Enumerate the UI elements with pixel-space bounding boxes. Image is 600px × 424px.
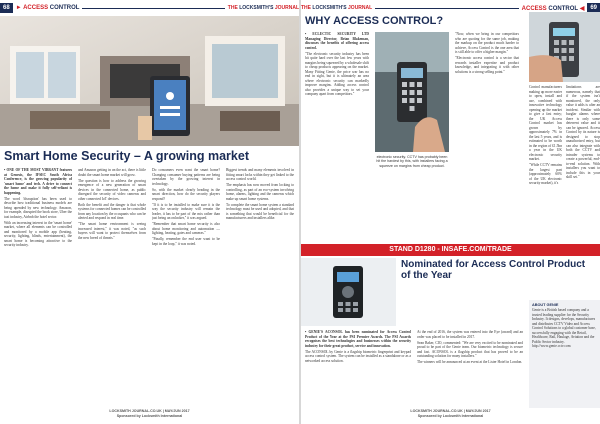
paragraph: Both the benefit and the danger is that whole systems for connected homes can be controlled from any location by the occupants who can be alerted and respond in real time. [78,202,146,220]
left-col-1 [4,168,72,406]
left-article-body [4,168,295,406]
right-top-body [305,32,525,237]
right-col-3 [455,32,519,237]
left-col-4 [226,168,294,406]
genie-headline: Nominated for Access Control Product of the Year [401,259,586,281]
paragraph: The emphasis has now moved from locking to controlling, as part of an eco-system involving home, alarms, lighting and the cameras which make up smart home systems. [226,183,294,201]
header-rule [82,8,224,9]
left-section-title: ► ACCESS CONTROL [15,5,80,11]
paragraph: The winners will be announced at an event at the Lister Hotel in London. [417,360,523,364]
right-col-2 [375,32,449,237]
left-col-3 [152,168,220,406]
paragraph: "Remember that smart home security is also about home monitoring and automation — lighting, heating, gates and cameras." [152,222,220,235]
paragraph: Do consumers even want the smart home? Changing consumer buying patterns are being overtaken by the growing interest in technology. [152,168,220,186]
paragraph: • ONE OF THE MOST VIBRANT features at Genesis, the IFSEC South Africa Conference, is the growing popularity of 'smart home' and tech. A drive to connect the home and make it fully self-reliant is happening. [4,168,72,195]
right-page [301,0,600,424]
right-col-5 [566,85,600,240]
paragraph: At the end of 2016, the system was entered into the Eye (award) and an order was placed to be installed in 2017. [417,330,523,339]
paragraph: Sean Baker, CIO, commented: "We are very excited to be nominated and proud to be part of the Genie team. Our biometric technology is secure and fast. ACONSOL is a flagship product that has proved to be an outstanding solution for many installers." [417,340,523,358]
paragraph: • ECLECTIC SECURITY LTD Managing Director, Brian Blakeman, discusses the benefits of offering access control. [305,32,369,50]
paragraph: "Finally, remember the end user want to be kept in the loop," it was noted. [152,237,220,246]
right-page-number: 69 [587,3,600,13]
magazine-masthead: THE LOCKSMITH'S JOURNAL [301,4,373,11]
genie-product-photo [301,258,396,326]
paragraph: "If it is to be installed to make sure it is the way the security industry will remain the leader, it has to be part of the mix rather than just being an onlooker," it was argued. [152,202,220,220]
left-footer: LOCKSMITH JOURNAL.CO.UK | MAY/JUN 2017 Sponsored by Locksmith International [109,409,190,418]
right-col-1 [305,32,369,237]
paragraph: • GENIE'S ACONSOL has been nominated for Access Control Product of the Year at the PSI Premier Awards. The PSI Awards recognises the best technologies and businesses within the security industry for their great product, service and innovation. [305,330,411,348]
about-text: Genie is a British based company and a trusted leading supplier for the Security Industry. It designs, develops, manufactures and distributes CCTV Video and Access Control Solutions to a global customer base, successfully engaging with the Retail, Healthcare, Rail, Haulage, Aviation and the Public Sector industry. http://www.genie.cctv.com [532,308,596,348]
left-header [0,3,299,13]
paragraph: The question is how to address the growing emergence of a new generation of smart devices in the connected home, as public disregard the security of video cameras and other connected IoT devices. [78,178,146,201]
paragraph: So, with the market clearly heading in the smart direction, how do the security players respond? [152,187,220,201]
right-side-body [529,85,600,240]
keypad-photo [375,32,449,152]
magazine-masthead: THE LOCKSMITH'S JOURNAL [227,4,299,11]
genie-col-1 [305,330,411,410]
paragraph: "The smart home environment is seeing increased interest," it was noted, "as such buyers will want to protect themselves from the new breed of threats." [78,222,146,240]
paragraph: limitations are numerous, namely that if the system isn't monitored, the only value it adds is after an incident. Similar with burglar alarms where there is only some deterrent value and it can be ignored. Access Control by its nature is designed to stop unauthorised entry, but can also integrate with both the CCTV and intruder systems to create a powerful, end-to-end solution. With installers you want to include this in your skill set." [566,85,600,179]
paragraph: Biggest trends and many elements involved in fitting smart locks within they get linked to the access control world. [226,168,294,181]
right-section-title: ACCESS CONTROL ◀ [521,5,585,12]
left-headline: Smart Home Security – A growing market [4,149,249,163]
paragraph: Control manufacturers making up more easier to open, install and use, combined with innovative technology opening up the market to give a fast entry; the UK Access Control market has grown by approximately 7% in the last 5 years, and is estimated to be worth in the region of £1.5bn a year in the UK electronic security market. [529,85,562,161]
paragraph: The ACONSOL by Genie is a flagship biometric fingerprint and keypad access control system. The system can be installed as a standalone or as a networked access solution. [305,349,411,363]
left-page-number: 68 [0,3,13,13]
right-col-4 [529,85,562,240]
left-page [0,0,299,424]
genie-body [305,330,525,410]
access-keypad-photo [529,12,600,82]
about-title: ABOUT GENIE [532,303,559,307]
paragraph: With an increasing interest in the 'smart home' market, where all elements can be controlled and monitored by a mobile app (heating, security, lighting, blinds, entertainment), the smart home is becoming attractive to the security industry. [4,220,72,247]
ad-banner[interactable]: STAND D1280 - INSAFE.COM/TRADE [301,244,600,256]
paragraph: "Now, when we bring in our competitors who are quoting for the same job, making the markup on the product much harder to achieve, Access Control is the one area that is still able to offer a higher margin." [455,32,519,54]
left-col-2 [78,168,146,406]
paragraph: "While CCTV remains the largest part (approximately 60% of the UK electronic security market), it's [529,163,562,185]
photo-caption: electronic security. CCTV has probably been hit the hardest by this, with installers facing a squeeze on margins from cheap product. [376,155,448,168]
paragraph: To complete the smart home system a standard technology must be used and adopted, and that is something that would be beneficial for the manufacturers and installers alike. [226,202,294,220]
paragraph: "Electronic access control is a sector that rewards installer expertise and product knowledge, and integrating it with other solutions is a strong selling point." [455,56,519,74]
right-headline: WHY ACCESS CONTROL? [305,15,444,27]
genie-col-2 [417,330,523,410]
about-genie-box [529,300,600,408]
paragraph: and Amazon getting in on the act, there is little doubt the smart home market will grow. [78,168,146,177]
right-footer: LOCKSMITH JOURNAL.CO.UK | MAY/JUN 2017 Sponsored by Locksmith International [410,409,491,418]
paragraph: The word 'disruption' has been used to describe how traditional business models are being upended by new technology. Amazon, for example, disrupted the book store, Uber the taxi industry, Airbnb the hotel sector. [4,196,72,219]
paragraph: "The electronic security industry has been hit quite hard over the last few years with margins being squeezed by a wholesale shift to cheap products appearing on the market. Many Fitting Genie, the price war has no end in sight, but it is ultimately an area where electronic security can markedly improve margins. Adding access control also provides a unique way to set your company apart from competitors." [305,51,369,96]
smart-home-photo [0,16,299,146]
header-rule [375,8,518,9]
